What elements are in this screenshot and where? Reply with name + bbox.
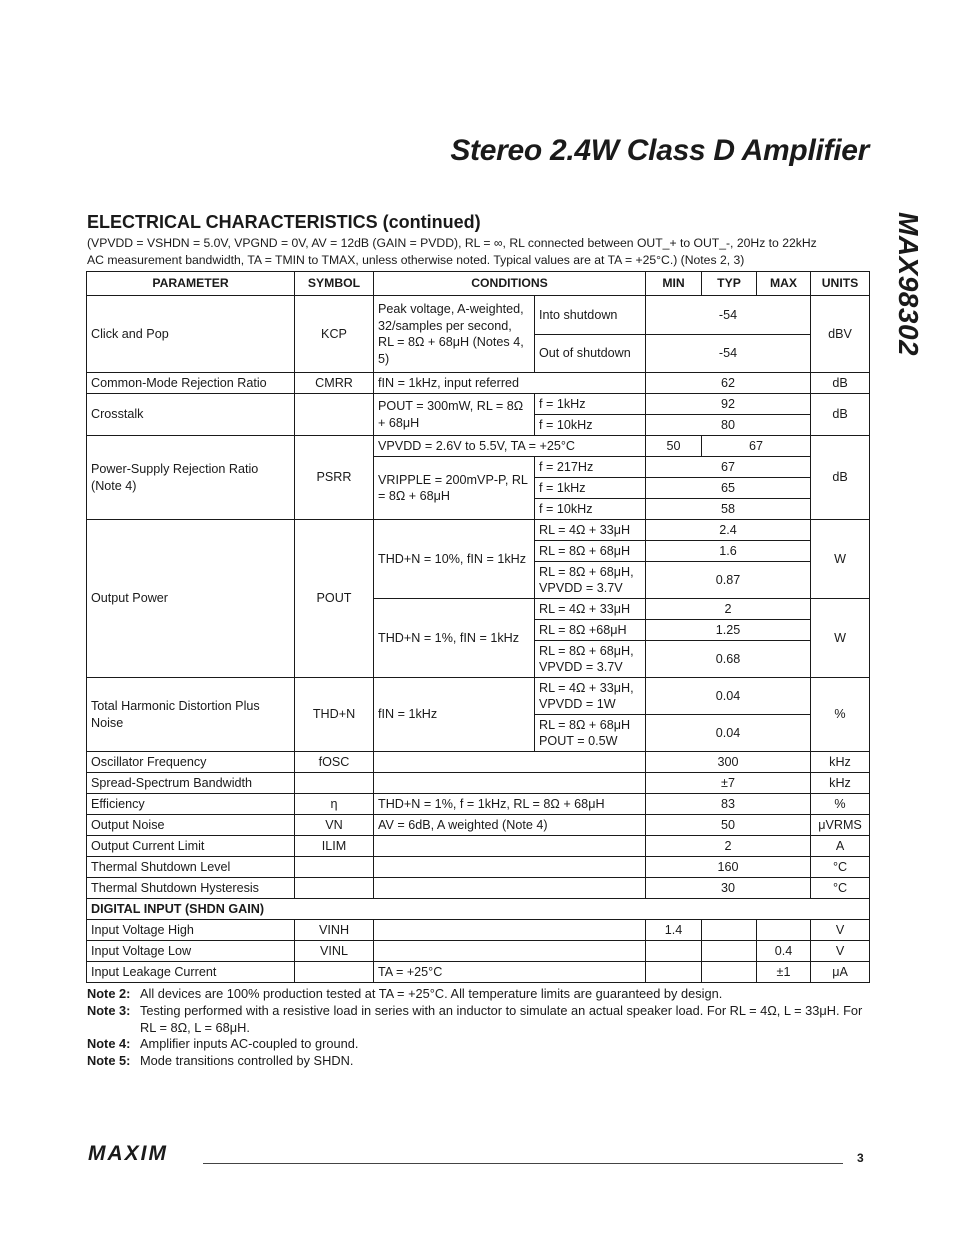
typ-cell: 0.04 [646,715,811,752]
header-max: MAX [757,272,811,296]
units-cell: °C [811,878,870,899]
note-text: Testing performed with a resistive load in series with an inductor to simulate an actual speaker load. For RL = 4Ω, L = 33μH. For RL = 8Ω, L = 68μH. [140,1002,863,1035]
part-number: MAX98302 [893,212,924,357]
units-cell: μA [811,962,870,983]
param-cell: Crosstalk [87,394,295,436]
table-row [87,857,870,878]
condition-cell [374,836,646,857]
condition-cell [374,941,646,962]
sub-condition-cell: f = 10kHz [535,499,646,520]
header-units: UNITS [811,272,870,296]
table-row [87,794,870,815]
units-cell: V [811,941,870,962]
condition-cell: TA = +25°C [374,962,646,983]
table-row [87,773,870,794]
typ-cell: 67 [646,457,811,478]
units-cell: dBV [811,296,870,373]
condition-cell: fIN = 1kHz [374,678,535,752]
max-cell: ±1 [757,962,811,983]
symbol-cell: KCP [295,296,374,373]
units-cell: kHz [811,773,870,794]
units-cell: A [811,836,870,857]
sub-condition-cell: RL = 4Ω + 33μH [535,520,646,541]
param-cell: Input Voltage High [87,920,295,941]
condition-cell: VPVDD = 2.6V to 5.5V, TA = +25°C [374,436,646,457]
typ-cell [702,962,757,983]
param-cell: Efficiency [87,794,295,815]
param-cell: Input Voltage Low [87,941,295,962]
table-row [87,752,870,773]
table-row [87,373,870,394]
typ-cell: 62 [646,373,811,394]
condition-cell: POUT = 300mW, RL = 8Ω + 68μH [374,394,535,436]
units-cell: °C [811,857,870,878]
symbol-cell [295,857,374,878]
symbol-cell: η [295,794,374,815]
param-cell: Click and Pop [87,296,295,373]
table-row [87,520,870,541]
param-cell: Input Leakage Current [87,962,295,983]
sub-condition-cell: f = 1kHz [535,394,646,415]
condition-cell: AV = 6dB, A weighted (Note 4) [374,815,646,836]
header-parameter: PARAMETER [87,272,295,296]
symbol-cell [295,773,374,794]
section-title: ELECTRICAL CHARACTERISTICS (continued) [87,212,481,232]
typ-cell: -54 [646,334,811,373]
min-cell: 1.4 [646,920,702,941]
typ-cell: ±7 [646,773,811,794]
note-label: Note 5: [87,1053,131,1069]
typ-cell: 30 [646,878,811,899]
page-number: 3 [857,1151,864,1165]
sub-condition-cell: f = 1kHz [535,478,646,499]
min-cell: 50 [646,436,702,457]
param-cell: Thermal Shutdown Hysteresis [87,878,295,899]
condition-cell [374,857,646,878]
typ-cell: 92 [646,394,811,415]
symbol-cell: VINL [295,941,374,962]
note-label: Note 3: [87,1002,131,1018]
sub-condition-cell: f = 10kHz [535,415,646,436]
table-row [87,394,870,415]
units-cell: V [811,920,870,941]
maxim-logo [88,1143,200,1163]
max-cell: 0.4 [757,941,811,962]
typ-cell: 67 [702,436,811,457]
symbol-cell: THD+N [295,678,374,752]
digital-input-header: DIGITAL INPUT (SHDN GAIN) [87,899,870,920]
units-cell: % [811,794,870,815]
condition-cell: THD+N = 10%, fIN = 1kHz [374,520,535,599]
typ-cell: 2.4 [646,520,811,541]
header-typ: TYP [702,272,757,296]
condition-cell: VRIPPLE = 200mVP-P, RL = 8Ω + 68μH [374,457,535,520]
condition-cell [374,752,646,773]
condition-cell [374,878,646,899]
sub-condition-cell: RL = 8Ω + 68μH POUT = 0.5W [535,715,646,752]
sub-condition-cell: RL = 8Ω + 68μH, VPVDD = 3.7V [535,562,646,599]
min-cell [646,962,702,983]
symbol-cell: ILIM [295,836,374,857]
units-cell: dB [811,394,870,436]
param-cell: Common-Mode Rejection Ratio [87,373,295,394]
note-text: Mode transitions controlled by SHDN. [140,1053,354,1069]
units-cell: W [811,520,870,599]
units-cell: μVRMS [811,815,870,836]
sub-condition-cell: Into shutdown [535,296,646,335]
note-item [87,1036,867,1053]
typ-cell: 80 [646,415,811,436]
test-conditions-line-1: (VPVDD = VSHDN = 5.0V, VPGND = 0V, AV = 12dB (GAIN = PVDD), RL = ∞, RL connected between OUT_+ to OUT_-, 20Hz to 22kHz [87,236,817,250]
notes-block [87,986,867,1070]
units-cell: dB [811,436,870,520]
symbol-cell: CMRR [295,373,374,394]
test-conditions [87,235,877,269]
param-cell: Spread-Spectrum Bandwidth [87,773,295,794]
note-item [87,1053,867,1070]
table-row [87,678,870,715]
typ-cell: 300 [646,752,811,773]
param-cell: Total Harmonic Distortion Plus Noise [87,678,295,752]
sub-condition-cell: RL = 8Ω + 68μH, VPVDD = 3.7V [535,641,646,678]
param-cell: Thermal Shutdown Level [87,857,295,878]
param-cell: Output Current Limit [87,836,295,857]
param-cell: Output Power [87,520,295,678]
condition-cell: THD+N = 1%, fIN = 1kHz [374,599,535,678]
note-text: Amplifier inputs AC-coupled to ground. [140,1036,359,1052]
table-row [87,941,870,962]
note-item [87,1003,867,1037]
table-header-row [87,272,870,296]
units-cell: dB [811,373,870,394]
table-row [87,878,870,899]
header-conditions: CONDITIONS [374,272,646,296]
symbol-cell: fOSC [295,752,374,773]
symbol-cell [295,394,374,436]
typ-cell: 1.6 [646,541,811,562]
typ-cell [702,941,757,962]
note-label: Note 4: [87,1036,131,1052]
units-cell: W [811,599,870,678]
typ-cell: 2 [646,599,811,620]
table-row [87,962,870,983]
max-cell [757,920,811,941]
condition-cell: THD+N = 1%, f = 1kHz, RL = 8Ω + 68μH [374,794,646,815]
symbol-cell: PSRR [295,436,374,520]
typ-cell: 65 [646,478,811,499]
table-row [87,836,870,857]
typ-cell: 2 [646,836,811,857]
units-cell: kHz [811,752,870,773]
test-conditions-line-2: AC measurement bandwidth, TA = TMIN to TMAX, unless otherwise noted. Typical values are at TA = +25°C.) (Notes 2, 3) [87,253,745,267]
table-row [87,815,870,836]
note-item [87,986,867,1003]
table-row [87,436,870,457]
sub-condition-cell: f = 217Hz [535,457,646,478]
symbol-cell: VINH [295,920,374,941]
condition-cell [374,773,646,794]
table-row [87,296,870,335]
sub-condition-cell: RL = 8Ω +68μH [535,620,646,641]
symbol-cell: VN [295,815,374,836]
condition-cell [374,920,646,941]
typ-cell: 50 [646,815,811,836]
param-cell: Oscillator Frequency [87,752,295,773]
condition-cell: fIN = 1kHz, input referred [374,373,646,394]
page-title: Stereo 2.4W Class D Amplifier [450,134,869,167]
param-cell: Output Noise [87,815,295,836]
symbol-cell: POUT [295,520,374,678]
typ-cell: 58 [646,499,811,520]
typ-cell: 0.68 [646,641,811,678]
typ-cell: 160 [646,857,811,878]
table-row [87,920,870,941]
typ-cell: 83 [646,794,811,815]
min-cell [646,941,702,962]
symbol-cell [295,878,374,899]
typ-cell: 0.04 [646,678,811,715]
header-min: MIN [646,272,702,296]
footer-rule [203,1163,843,1164]
header-symbol: SYMBOL [295,272,374,296]
sub-condition-cell: RL = 4Ω + 33μH [535,599,646,620]
section-row [87,899,870,920]
typ-cell: 1.25 [646,620,811,641]
sub-condition-cell: RL = 4Ω + 33μH, VPVDD = 1W [535,678,646,715]
typ-cell: 0.87 [646,562,811,599]
param-cell: Power-Supply Rejection Ratio (Note 4) [87,436,295,520]
typ-cell: -54 [646,296,811,335]
units-cell: % [811,678,870,752]
typ-cell [702,920,757,941]
condition-cell: Peak voltage, A-weighted, 32/samples per second, RL = 8Ω + 68μH (Notes 4, 5) [374,296,535,373]
logo-text: MAXIM [88,1143,168,1163]
note-text: All devices are 100% production tested at TA = +25°C. All temperature limits are guaranteed by design. [140,986,723,1001]
note-label: Note 2: [87,986,131,1001]
sub-condition-cell: RL = 8Ω + 68μH [535,541,646,562]
sub-condition-cell: Out of shutdown [535,334,646,373]
electrical-characteristics-table [86,271,870,983]
symbol-cell [295,962,374,983]
